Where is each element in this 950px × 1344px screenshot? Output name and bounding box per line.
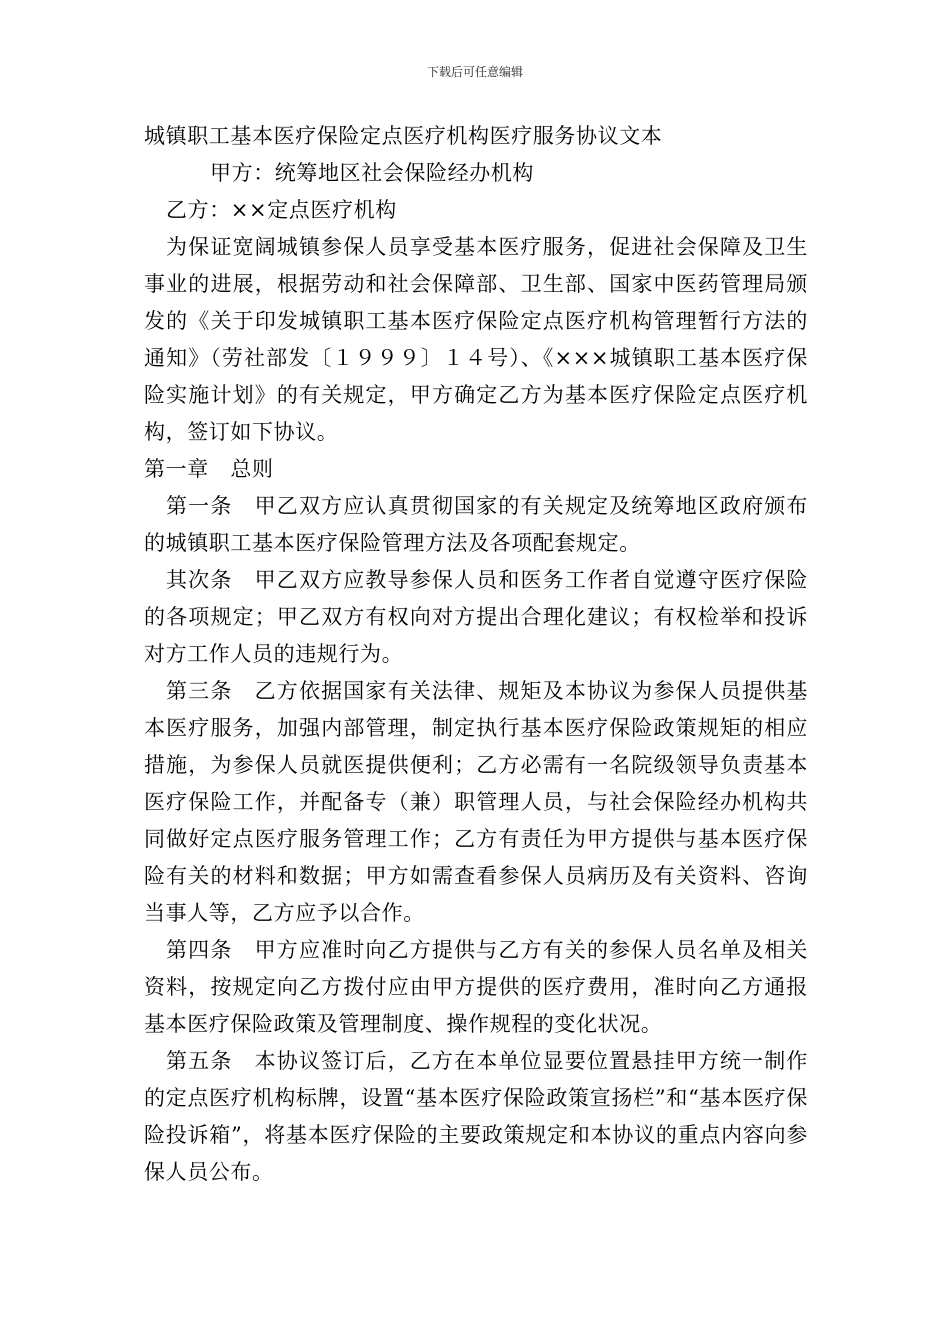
article-4: 第四条 甲方应准时向乙方提供与乙方有关的参保人员名单及相关资料，按规定向乙方拨付应由甲方提供的医疗费用，准时向乙方通报基本医疗保险政策及管理制度、操作规程的变化状况。 bbox=[144, 938, 808, 1036]
document-title: 城镇职工基本医疗保险定点医疗机构医疗服务协议文本 bbox=[144, 124, 663, 148]
preamble-paragraph: 为保证宽阔城镇参保人员享受基本医疗服务，促进社会保障及卫生事业的进展，根据劳动和社会保障部、卫生部、国家中医药管理局颁发的《关于印发城镇职工基本医疗保险定点医疗机构管理暂行方法的通知》（劳社部发〔１９９９〕１４号）、《×××城镇职工基本医疗保险实施计划》的有关规定，甲方确定乙方为基本医疗保险定点医疗机构，签订如下协议。 bbox=[144, 235, 808, 444]
chapter-heading: 第一章 总则 bbox=[144, 457, 274, 481]
article-2: 其次条 甲乙双方应教导参保人员和医务工作者自觉遵守医疗保险的各项规定；甲乙双方有权向对方提出合理化建议；有权检举和投诉对方工作人员的违规行为。 bbox=[144, 568, 808, 666]
article-3: 第三条 乙方依据国家有关法律、规矩及本协议为参保人员提供基本医疗服务，加强内部管理，制定执行基本医疗保险政策规矩的相应措施，为参保人员就医提供便利；乙方必需有一名院级领导负责基本医疗保险工作，并配备专（兼）职管理人员，与社会保险经办机构共同做好定点医疗服务管理工作；乙方有责任为甲方提供与基本医疗保险有关的材料和数据；甲方如需查看参保人员病历及有关资料、咨询当事人等，乙方应予以合作。 bbox=[144, 679, 808, 925]
article-1: 第一条 甲乙双方应认真贯彻国家的有关规定及统筹地区政府颁布的城镇职工基本医疗保险管理方法及各项配套规定。 bbox=[144, 494, 808, 555]
party-a: 甲方：统筹地区社会保险经办机构 bbox=[210, 161, 534, 185]
party-b: 乙方：××定点医疗机构 bbox=[166, 198, 397, 222]
document-body bbox=[144, 118, 808, 1191]
header-note: 下载后可任意编辑 bbox=[426, 65, 523, 79]
article-5: 第五条 本协议签订后，乙方在本单位显要位置悬挂甲方统一制作的定点医疗机构标牌，设置“基本医疗保险政策宣扬栏”和“基本医疗保险投诉箱”，将基本医疗保险的主要政策规定和本协议的重点内容向参保人员公布。 bbox=[144, 1049, 808, 1184]
